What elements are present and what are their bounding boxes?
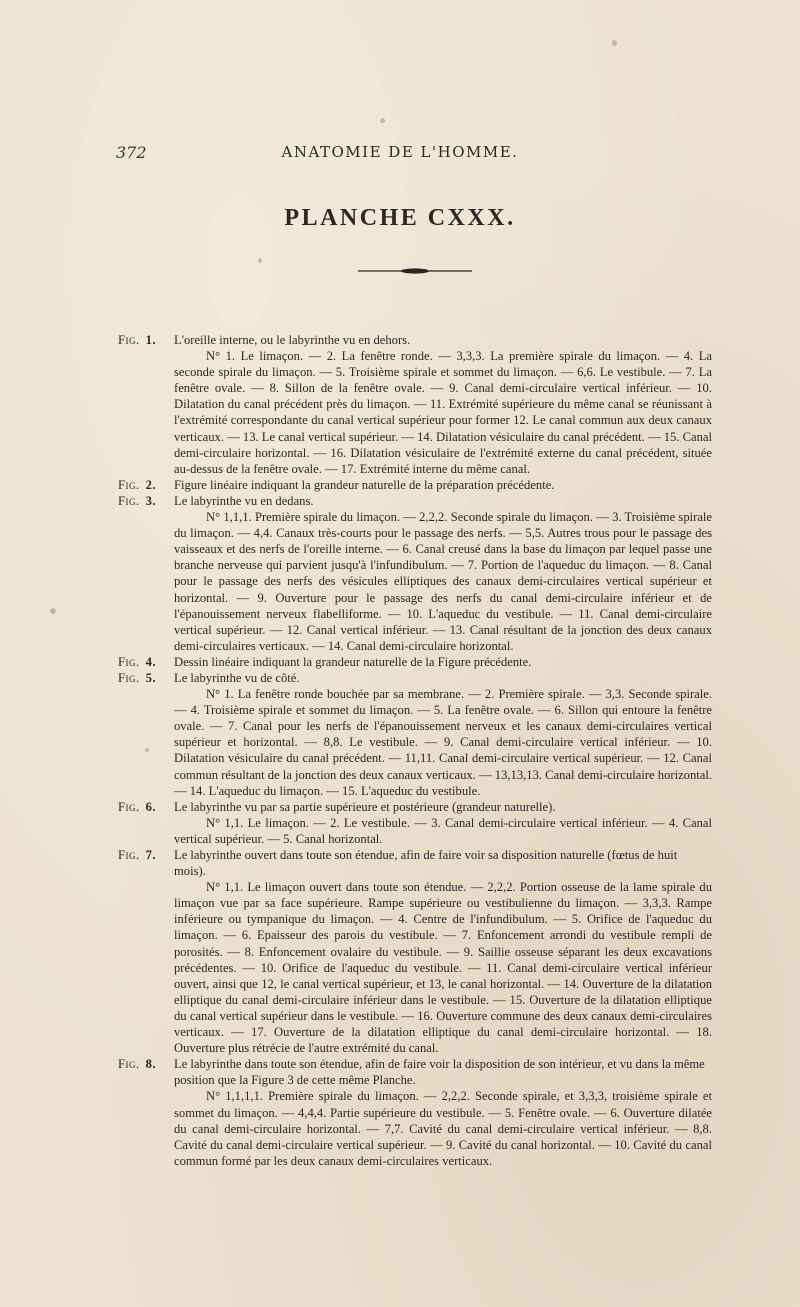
ornamental-rule [358, 268, 472, 274]
figure-title: Le labyrinthe vu en dedans. [174, 493, 314, 508]
figure-entry [118, 477, 712, 493]
paper-spot [50, 608, 56, 614]
figure-label: Fig. 6. [118, 799, 157, 814]
figure-entry [118, 670, 712, 686]
figure-legend: N° 1,1. Le limaçon ouvert dans toute son étendue. — 2,2,2. Portion osseuse de la lame spirale du limaçon vue par sa face supérieure. Rampe supérieure ou vestibulienne du limaçon. — 3,3,3. Rampe inférieure ou tympanique du limaçon. — 4. Centre de l'infundibulum. — 5. Orifice de l'aqueduc du limaçon. — 6. Epaisseur des parois du vestibule. — 7. Enfoncement arrondi du vestibule rempli de porosités. — 8. Enfoncement ovalaire du vestibule. — 9. Saillie osseuse séparant les deux excavations précédentes. — 10. Orifice de l'aqueduc du vestibule. — 11. Canal demi-circulaire vertical inférieur ouvert, ainsi que 12, le canal vertical supérieur, et 13, le canal horizontal. — 14. Ouverture de la dilatation elliptique du canal demi-circulaire inférieur dans le vestibule. — 15. Ouverture de la dilatation elliptique du canal vertical supérieur dans le vestibule. — 16. Ouverture commune des deux canaux demi-circulaires verticaux. — 17. Ouverture de la dilatation elliptique du canal demi-circulaire horizontal. — 18. Ouverture plus rétrécie de l'autre extrémité du canal. [174, 880, 712, 1056]
figure-legend: N° 1. Le limaçon. — 2. La fenêtre ronde. — 3,3,3. La première spirale du limaçon. — 4. La seconde spirale du limaçon. — 5. Troisième spirale et sommet du limaçon. — 6,6. Le vestibule. — 7. La fenêtre ovale. — 8. Sillon de la fenêtre ovale. — 9. Canal demi-circulaire vertical inférieur. — 10. Dilatation du canal précédent près du limaçon. — 11. Extrémité supérieure du même canal se réunissant à l'extrémité correspondante du canal vertical supérieur pour former 12. Le canal commun aux deux canaux verticaux. — 13. Le canal vertical supérieur. — 14. Dilatation vésiculaire du canal précédent. — 15. Canal demi-circulaire horizontal. — 16. Dilatation vésiculaire de l'extrémité externe du canal précédent, située au-dessus de la fenêtre ovale. — 17. Extrémité interne du même canal. [174, 349, 712, 476]
paper-spot [612, 40, 617, 46]
legend-body [118, 332, 712, 1169]
figure-entry [118, 799, 712, 815]
figure-label: Fig. 8. [118, 1057, 157, 1072]
figure-entry [118, 847, 712, 879]
figure-title: Le labyrinthe vu par sa partie supérieure et postérieure (grandeur naturelle). [174, 799, 556, 814]
page-number: 372 [116, 143, 147, 162]
figure-legend: N° 1,1,1,1. Première spirale du limaçon. — 2,2,2. Seconde spirale, et 3,3,3, troisième spirale et sommet du limaçon. — 4,4,4. Partie supérieure du vestibule. — 5. Fenêtre ovale. — 6. Ouverture dilatée du canal demi-circulaire horizontal. — 7,7. Cavité du canal demi-circulaire vertical inférieur. — 8,8. Cavité du canal demi-circulaire vertical supérieur. — 9. Cavité du canal horizontal. — 10. Cavité du canal commun formé par les deux canaux demi-circulaires verticaux. [174, 1089, 712, 1168]
figure-legend: N° 1,1,1. Première spirale du limaçon. — 2,2,2. Seconde spirale du limaçon. — 3. Troisième spirale du limaçon. — 4,4. Canaux très-courts pour le passage des nerfs. — 5,5. Autres trous pour le passage des vaisseaux et des nerfs de l'oreille interne. — 6. Canal creusé dans la base du limaçon par lequel passe une branche nerveuse qui parvient jusqu'à l'infundibulum. — 7. Portion de l'aqueduc du limaçon. — 8. Canal pour le passage des nerfs des vésicules elliptiques des canaux demi-circulaires vertical supérieur et horizontal. — 9. Ouverture pour le passage des nerfs du canal demi-circulaire inférieur et de l'épanouissement nerveux flabelliforme. — 10. L'aqueduc du vestibule. — 11. Canal demi-circulaire vertical supérieur. — 12. Canal vertical inférieur. — 13. Canal résultant de la jonction des deux canaux demi-circulaires verticaux. — 14. Canal demi-circulaire horizontal. [174, 510, 712, 653]
running-head: ANATOMIE DE L'HOMME. [281, 143, 519, 161]
figure-legend: N° 1. La fenêtre ronde bouchée par sa membrane. — 2. Première spirale. — 3,3. Seconde spirale. — 4. Troisième spirale et sommet du limaçon. — 5. La fenêtre ovale. — 6. Sillon qui entoure la fenêtre ovale. — 7. Canal pour les nerfs de l'épanouissement nerveux et les canaux demi-circulaires vertical supérieur et horizontal. — 8,8. Le vestibule. — 9. Canal demi-circulaire vertical inférieur. — 10. Dilatation vésiculaire du canal précédent. — 11,11. Canal demi-circulaire vertical supérieur. — 12. Canal commun résultant de la jonction des deux canaux verticaux. — 13,13,13. Canal demi-circulaire horizontal. — 14. L'aqueduc du limaçon. — 15. L'aqueduc du vestibule. [174, 687, 712, 798]
figure-title: L'oreille interne, ou le labyrinthe vu en dehors. [174, 333, 411, 347]
figure-label: Fig. 2. [118, 477, 157, 492]
figure-title: Le labyrinthe ouvert dans toute son étendue, afin de faire voir sa disposition naturelle (fœtus de huit mois). [174, 848, 678, 879]
paper-spot [258, 258, 262, 263]
figure-title: Dessin linéaire indiquant la grandeur naturelle de la Figure précédente. [174, 654, 532, 669]
figure-label: Fig. 4. [118, 654, 157, 669]
figure-entry [118, 332, 712, 348]
figure-title: Figure linéaire indiquant la grandeur naturelle de la préparation précédente. [174, 477, 555, 492]
figure-entry [118, 1056, 712, 1088]
figure-title: Le labyrinthe vu de côté. [174, 670, 300, 685]
figure-label: Fig. 1. [118, 333, 157, 347]
figure-entry [118, 654, 712, 670]
paper-spot [380, 118, 385, 123]
figure-label: Fig. 7. [118, 848, 157, 862]
figure-label: Fig. 5. [118, 670, 157, 685]
figure-label: Fig. 3. [118, 493, 157, 508]
figure-entry [118, 493, 712, 509]
figure-title: Le labyrinthe dans toute son étendue, afin de faire voir la disposition de son intérieur, et vu dans la même position que la Figure 3 de cette même Planche. [174, 1057, 705, 1088]
plate-title: PLANCHE CXXX. [284, 205, 516, 231]
figure-legend: N° 1,1. Le limaçon. — 2. Le vestibule. — 3. Canal demi-circulaire vertical inférieur. — 4. Canal vertical supérieur. — 5. Canal horizontal. [174, 815, 712, 846]
